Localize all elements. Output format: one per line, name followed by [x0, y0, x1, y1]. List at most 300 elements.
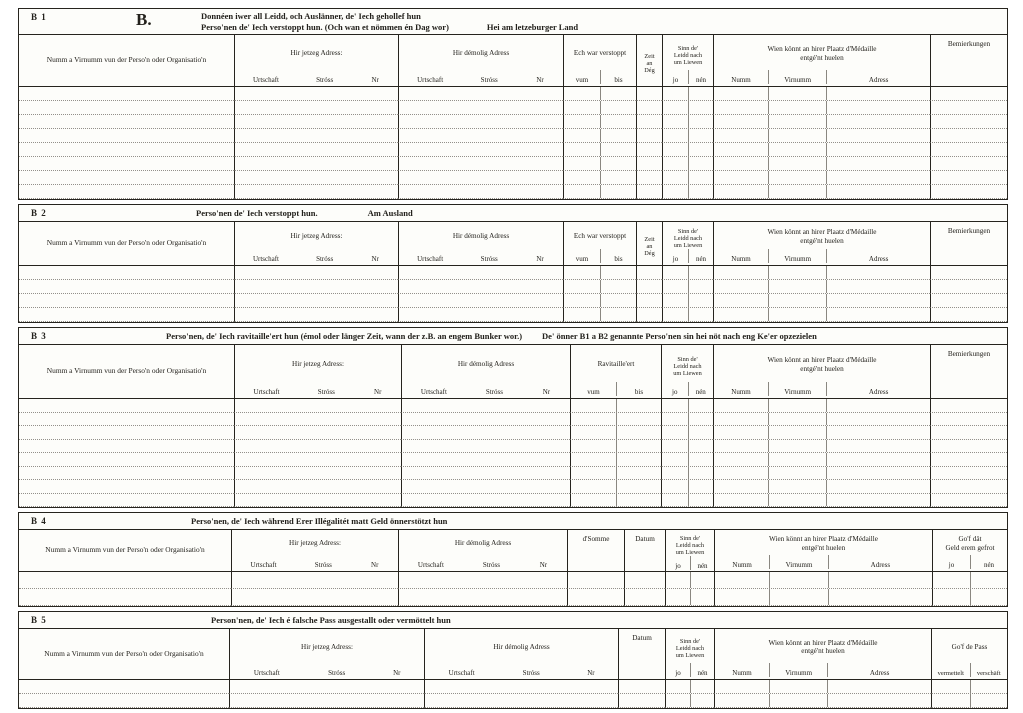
section-title-line1: Donnéen iwer all Leidd, och Auslänner, de' Iech gehollef hun [201, 11, 421, 21]
cell-gof-geld [932, 572, 1007, 589]
entry-row [19, 266, 1007, 280]
col-header-sinn: Sinn de' Leidd nach um Liewen jo nén [661, 345, 713, 398]
col-header-jetzeg-adress: Hir jetzeg Adress: Urtschaft Stróss Nr [234, 345, 401, 398]
subcol-urtschaft: Urtschaft [417, 561, 444, 569]
col-header-person: Numm a Virnumm vun der Perso'n oder Organisatio'n [46, 366, 207, 376]
col-header-datum: Datum [624, 530, 665, 571]
cell-sinn [661, 413, 713, 427]
cell-verstoppt [563, 157, 636, 171]
cell-wien [713, 101, 930, 115]
cell-wien [713, 294, 930, 308]
col-header-jetzeg-adress: Hir jetzeg Adress: Urtschaft Stróss Nr [231, 530, 398, 571]
cell-demolig-adress [398, 185, 563, 199]
cell-demolig-adress [398, 266, 563, 280]
cell-zeit [636, 143, 662, 157]
cell-person [19, 101, 234, 115]
subcol-virnumm: Virnumm [769, 663, 827, 677]
cell-wien [713, 266, 930, 280]
cell-ravitailleert [570, 413, 661, 427]
cell-demolig-adress [398, 171, 563, 185]
cell-bemierkungen [930, 453, 1007, 467]
subcol-nr: Nr [542, 388, 551, 396]
section-title: Perso'nen de' Iech verstoppt hun. [196, 208, 318, 218]
section-b3-column-headers [19, 345, 1007, 399]
cell-demolig-adress [424, 694, 618, 708]
cell-bemierkungen [930, 157, 1007, 171]
entry-row [19, 280, 1007, 294]
section-id: B 5 [31, 615, 47, 625]
cell-person [19, 426, 234, 440]
col-header-ravitailleert: Ravitaille'ert vum bis [570, 345, 661, 398]
subcol-verschaft: verschäft [970, 663, 1008, 677]
cell-sinn [662, 101, 713, 115]
cell-demolig-adress [398, 143, 563, 157]
col-header-somme: d'Somme [567, 530, 624, 571]
entry-row [19, 185, 1007, 199]
cell-jetzeg-adress [234, 294, 398, 308]
cell-jetzeg-adress [234, 467, 401, 481]
cell-wien [713, 480, 930, 494]
cell-ravitailleert [570, 399, 661, 413]
cell-person [19, 294, 234, 308]
cell-jetzeg-adress [234, 399, 401, 413]
subcol-bis: bis [616, 382, 661, 396]
col-header-sinn: Sinn de' Leidd nach um Liewen jo nén [662, 222, 713, 265]
cell-wien [713, 413, 930, 427]
cell-sinn [665, 572, 714, 589]
subcol-urtschaft: Urtschaft [253, 388, 280, 396]
section-title: Person'nen, de' Iech é falsche Pass ausgestallt oder vermöttelt hun [211, 615, 451, 625]
cell-verstoppt [563, 308, 636, 322]
col-header-zeit: Zeit an Dég [636, 35, 662, 86]
cell-bemierkungen [930, 87, 1007, 101]
cell-demolig-adress [401, 440, 570, 454]
cell-wien [713, 426, 930, 440]
cell-sinn [661, 440, 713, 454]
col-header-wien: Wien könnt an hirer Plaatz d'Médaille entgé'nt huelen Numm Virnumm Adress [714, 629, 931, 679]
cell-zeit [636, 266, 662, 280]
cell-person [19, 115, 234, 129]
cell-bemierkungen [930, 440, 1007, 454]
cell-bemierkungen [930, 280, 1007, 294]
cell-person [19, 589, 231, 606]
cell-jetzeg-adress [234, 143, 398, 157]
cell-demolig-adress [398, 101, 563, 115]
subcol-urtschaft: Urtschaft [253, 669, 280, 677]
section-id: B 3 [31, 331, 47, 341]
cell-jetzeg-adress [234, 413, 401, 427]
subcol-nen: nén [688, 382, 714, 396]
subcol-stross: Stróss [480, 255, 498, 263]
cell-jetzeg-adress [234, 115, 398, 129]
entry-row [19, 440, 1007, 454]
subcol-stross: Stróss [482, 561, 500, 569]
subcol-stross: Stróss [485, 388, 503, 396]
cell-somme [567, 572, 624, 589]
subcol-jo: jo [675, 562, 681, 570]
cell-person [19, 157, 234, 171]
subcol-stross: Stróss [317, 388, 335, 396]
cell-wien [713, 185, 930, 199]
cell-sinn [662, 280, 713, 294]
section-title-line2: Perso'nen de' Iech verstoppt hun. (Och wan et nömmen én Dag wor) [201, 22, 449, 32]
col-header-jetzeg-adress: Hir jetzeg Adress: Urtschaft Stróss Nr [234, 222, 398, 265]
subcol-jo: jo [948, 561, 955, 569]
subcol-nr: Nr [539, 561, 548, 569]
cell-bemierkungen [930, 115, 1007, 129]
section-b5 [18, 611, 1008, 709]
cell-wien [713, 115, 930, 129]
col-header-gof-geld: Go'f dät Geld erem gefrot jo nén [932, 530, 1007, 571]
subcol-jo: jo [675, 669, 681, 677]
cell-sinn [662, 308, 713, 322]
cell-demolig-adress [398, 129, 563, 143]
subcol-jo: jo [672, 255, 679, 263]
cell-person [19, 266, 234, 280]
section-b2-column-headers [19, 222, 1007, 266]
cell-verstoppt [563, 101, 636, 115]
cell-sinn [661, 453, 713, 467]
section-b4 [18, 512, 1008, 607]
cell-jetzeg-adress [234, 101, 398, 115]
cell-verstoppt [563, 171, 636, 185]
cell-wien [713, 440, 930, 454]
cell-gof-pass [931, 680, 1007, 694]
entry-row [19, 157, 1007, 171]
col-header-sinn: Sinn de' Leidd nach um Liewen jo nén [665, 629, 714, 679]
entry-row [19, 426, 1007, 440]
section-title-line2-right: Hei am letzeburger Land [486, 22, 579, 32]
cell-person [19, 467, 234, 481]
cell-sinn [662, 185, 713, 199]
cell-zeit [636, 115, 662, 129]
section-b4-title-band [19, 513, 1007, 530]
cell-bemierkungen [930, 480, 1007, 494]
cell-ravitailleert [570, 453, 661, 467]
col-header-bemierkungen: Bemierkungen [930, 35, 1007, 86]
subcol-virnumm: Virnumm [768, 249, 826, 263]
cell-jetzeg-adress [234, 157, 398, 171]
entry-row [19, 680, 1007, 694]
cell-ravitailleert [570, 480, 661, 494]
cell-sinn [665, 589, 714, 606]
scanned-form-sheet [18, 8, 1008, 709]
cell-bemierkungen [930, 294, 1007, 308]
cell-demolig-adress [398, 280, 563, 294]
subcol-numm: Numm [731, 76, 751, 84]
entry-row [19, 480, 1007, 494]
cell-verstoppt [563, 115, 636, 129]
cell-sinn [662, 157, 713, 171]
entry-row [19, 129, 1007, 143]
cell-jetzeg-adress [234, 171, 398, 185]
subcol-nr: Nr [536, 76, 544, 84]
cell-bemierkungen [930, 129, 1007, 143]
cell-jetzeg-adress [234, 185, 398, 199]
cell-verstoppt [563, 143, 636, 157]
cell-jetzeg-adress [234, 440, 401, 454]
cell-verstoppt [563, 266, 636, 280]
cell-verstoppt [563, 185, 636, 199]
cell-wien [714, 680, 931, 694]
cell-zeit [636, 171, 662, 185]
cell-zeit [636, 294, 662, 308]
cell-datum [618, 694, 665, 708]
entry-row [19, 467, 1007, 481]
cell-zeit [636, 129, 662, 143]
entry-row [19, 494, 1007, 508]
subcol-stross: Stróss [314, 561, 332, 569]
cell-gof-geld [932, 589, 1007, 606]
cell-datum [624, 589, 665, 606]
subcol-numm: Numm [731, 388, 751, 396]
entry-row [19, 589, 1007, 606]
cell-demolig-adress [398, 308, 563, 322]
section-b5-column-headers [19, 629, 1007, 680]
subcol-nen: nén [690, 556, 714, 570]
section-title [201, 9, 578, 33]
col-header-datum: Datum [618, 629, 665, 679]
col-header-verstoppt: Ech war verstoppt vum bis [563, 222, 636, 265]
col-header-jetzeg-adress: Hir jetzeg Adress: Urtschaft Stróss Nr [234, 35, 398, 86]
cell-datum [618, 680, 665, 694]
subcol-nr: Nr [536, 255, 544, 263]
subcol-nen: nén [970, 555, 1007, 569]
cell-person [19, 399, 234, 413]
subcol-vum: vum [575, 76, 589, 84]
col-header-verstoppt: Ech war verstoppt vum bis [563, 35, 636, 86]
col-header-wien: Wien könnt an hirer Plaatz d'Médaille entgé'nt huelen Numm Virnumm Adress [713, 222, 930, 265]
cell-zeit [636, 157, 662, 171]
section-subtitle: Am Ausland [367, 208, 413, 218]
cell-ravitailleert [570, 494, 661, 508]
cell-jetzeg-adress [234, 494, 401, 508]
cell-zeit [636, 101, 662, 115]
cell-demolig-adress [401, 399, 570, 413]
cell-verstoppt [563, 294, 636, 308]
entry-row [19, 399, 1007, 413]
cell-jetzeg-adress [234, 87, 398, 101]
cell-bemierkungen [930, 399, 1007, 413]
subcol-nr: Nr [587, 669, 595, 677]
cell-jetzeg-adress [231, 572, 398, 589]
cell-zeit [636, 308, 662, 322]
cell-wien [713, 494, 930, 508]
cell-sinn [662, 294, 713, 308]
cell-somme [567, 589, 624, 606]
cell-gof-pass [931, 694, 1007, 708]
subcol-nr: Nr [393, 669, 401, 677]
cell-demolig-adress [401, 453, 570, 467]
col-header-sinn: Sinn de' Leidd nach um Liewen jo nén [662, 35, 713, 86]
section-title: Perso'nen, de' Iech während Erer Illégalitét matt Geld önnerstötzt hun [191, 516, 448, 526]
col-header-gof-pass: Go'f de Pass vermettelt verschäft [931, 629, 1007, 679]
subcol-stross: Stróss [522, 669, 540, 677]
section-note: De' önner B1 a B2 genannte Perso'nen sin hei nöt nach eng Ke'er opzezielen [542, 331, 817, 341]
col-header-wien: Wien könnt an hirer Plaatz d'Médaille entgé'nt huelen Numm Virnumm Adress [714, 530, 932, 571]
cell-sinn [661, 399, 713, 413]
cell-ravitailleert [570, 467, 661, 481]
subcol-jo: jo [672, 388, 678, 396]
cell-bemierkungen [930, 426, 1007, 440]
cell-demolig-adress [401, 494, 570, 508]
section-id: B 4 [31, 516, 47, 526]
cell-person [19, 440, 234, 454]
cell-jetzeg-adress [234, 480, 401, 494]
subcol-stross: Stróss [316, 76, 334, 84]
col-header-sinn: Sinn de' Leidd nach um Liewen jo nén [665, 530, 714, 571]
col-header-bemierkungen: Bemierkungen [930, 222, 1007, 265]
cell-ravitailleert [570, 426, 661, 440]
entry-row [19, 171, 1007, 185]
entry-row [19, 294, 1007, 308]
cell-person [19, 480, 234, 494]
section-b4-column-headers [19, 530, 1007, 572]
subcol-nr: Nr [371, 76, 379, 84]
subcol-nen: nén [690, 663, 714, 677]
subcol-numm: Numm [732, 669, 752, 677]
cell-bemierkungen [930, 494, 1007, 508]
cell-sinn [661, 480, 713, 494]
subcol-vum: vum [575, 255, 589, 263]
cell-demolig-adress [398, 87, 563, 101]
cell-wien [713, 87, 930, 101]
col-header-person: Numm a Virnumm vun der Perso'n oder Organisatio'n [46, 238, 207, 248]
subcol-stross: Stróss [480, 76, 498, 84]
cell-demolig-adress [398, 115, 563, 129]
col-header-jetzeg-adress: Hir jetzeg Adress: Urtschaft Stróss Nr [229, 629, 424, 679]
col-header-wien: Wien könnt an hirer Plaatz d'Médaille entgé'nt huelen Numm Virnumm Adress [713, 35, 930, 86]
entry-row [19, 101, 1007, 115]
cell-wien [714, 694, 931, 708]
section-b2 [18, 204, 1008, 323]
cell-sinn [662, 266, 713, 280]
cell-person [19, 453, 234, 467]
subcol-urtschaft: Urtschaft [252, 76, 279, 84]
cell-jetzeg-adress [229, 680, 424, 694]
section-id: B 2 [31, 208, 47, 218]
cell-person [19, 494, 234, 508]
cell-verstoppt [563, 87, 636, 101]
cell-sinn [662, 87, 713, 101]
cell-demolig-adress [401, 413, 570, 427]
col-header-demolig-adress: Hir démolig Adress Urtschaft Stróss Nr [398, 530, 567, 571]
cell-wien [713, 308, 930, 322]
subcol-stross: Stróss [316, 255, 334, 263]
section-b3-title-band [19, 328, 1007, 345]
cell-person [19, 572, 231, 589]
subcol-vermettelt: vermettelt [937, 670, 964, 677]
cell-person [19, 129, 234, 143]
cell-zeit [636, 280, 662, 294]
entry-row [19, 572, 1007, 589]
entry-row [19, 308, 1007, 322]
section-b1 [18, 8, 1008, 200]
col-header-demolig-adress: Hir démolig Adress Urtschaft Stróss Nr [401, 345, 570, 398]
subcol-nr: Nr [371, 255, 379, 263]
cell-bemierkungen [930, 171, 1007, 185]
cell-sinn [661, 494, 713, 508]
subcol-urtschaft: Urtschaft [420, 388, 447, 396]
cell-person [19, 680, 229, 694]
cell-person [19, 87, 234, 101]
subcol-bis: bis [600, 249, 636, 263]
subcol-adress: Adress [826, 382, 930, 396]
cell-datum [624, 572, 665, 589]
section-b3 [18, 327, 1008, 508]
col-header-person: Numm a Virnumm vun der Perso'n oder Organisatio'n [44, 648, 204, 658]
form-letter: B. [136, 10, 152, 29]
cell-demolig-adress [401, 467, 570, 481]
entry-row [19, 413, 1007, 427]
cell-wien [713, 143, 930, 157]
subcol-virnumm: Virnumm [769, 555, 828, 569]
subcol-bis: bis [600, 70, 636, 84]
subcol-numm: Numm [731, 255, 751, 263]
subcol-nen: nén [688, 70, 713, 84]
subcol-nen: nén [688, 249, 713, 263]
cell-bemierkungen [930, 467, 1007, 481]
col-header-bemierkungen: Bemierkungen [930, 345, 1007, 398]
cell-demolig-adress [398, 589, 567, 606]
cell-bemierkungen [930, 308, 1007, 322]
subcol-adress: Adress [826, 249, 930, 263]
cell-demolig-adress [401, 426, 570, 440]
subcol-adress: Adress [827, 663, 931, 677]
cell-person [19, 308, 234, 322]
cell-jetzeg-adress [231, 589, 398, 606]
cell-sinn [665, 694, 714, 708]
cell-ravitailleert [570, 440, 661, 454]
cell-person [19, 143, 234, 157]
subcol-nr: Nr [371, 561, 379, 569]
entry-row [19, 694, 1007, 708]
subcol-jo: jo [672, 76, 679, 84]
cell-person [19, 171, 234, 185]
cell-jetzeg-adress [234, 280, 398, 294]
col-header-demolig-adress: Hir démolig Adress Urtschaft Stróss Nr [424, 629, 618, 679]
subcol-adress: Adress [828, 555, 932, 569]
subcol-urtschaft: Urtschaft [417, 76, 444, 84]
entry-row [19, 143, 1007, 157]
col-header-person: Numm a Virnumm vun der Perso'n oder Organisatio'n [46, 55, 207, 65]
cell-sinn [662, 171, 713, 185]
cell-bemierkungen [930, 143, 1007, 157]
cell-jetzeg-adress [234, 266, 398, 280]
col-header-person: Numm a Virnumm vun der Perso'n oder Organisatio'n [45, 545, 205, 555]
cell-wien [714, 572, 932, 589]
cell-sinn [661, 426, 713, 440]
cell-bemierkungen [930, 266, 1007, 280]
subcol-urtschaft: Urtschaft [252, 255, 279, 263]
cell-wien [713, 399, 930, 413]
cell-verstoppt [563, 280, 636, 294]
cell-sinn [662, 129, 713, 143]
subcol-numm: Numm [732, 561, 752, 569]
cell-verstoppt [563, 129, 636, 143]
cell-person [19, 694, 229, 708]
cell-bemierkungen [930, 413, 1007, 427]
cell-wien [713, 467, 930, 481]
section-title: Perso'nen, de' Iech ravitaille'ert hun (émol oder länger Zeit, wann der z.B. an engem Bunker wor.) [166, 331, 523, 341]
cell-wien [713, 171, 930, 185]
subcol-vum: vum [587, 388, 600, 396]
cell-demolig-adress [398, 572, 567, 589]
section-b5-title-band [19, 612, 1007, 629]
cell-wien [713, 129, 930, 143]
cell-sinn [665, 680, 714, 694]
section-b1-title-band [19, 9, 1007, 35]
